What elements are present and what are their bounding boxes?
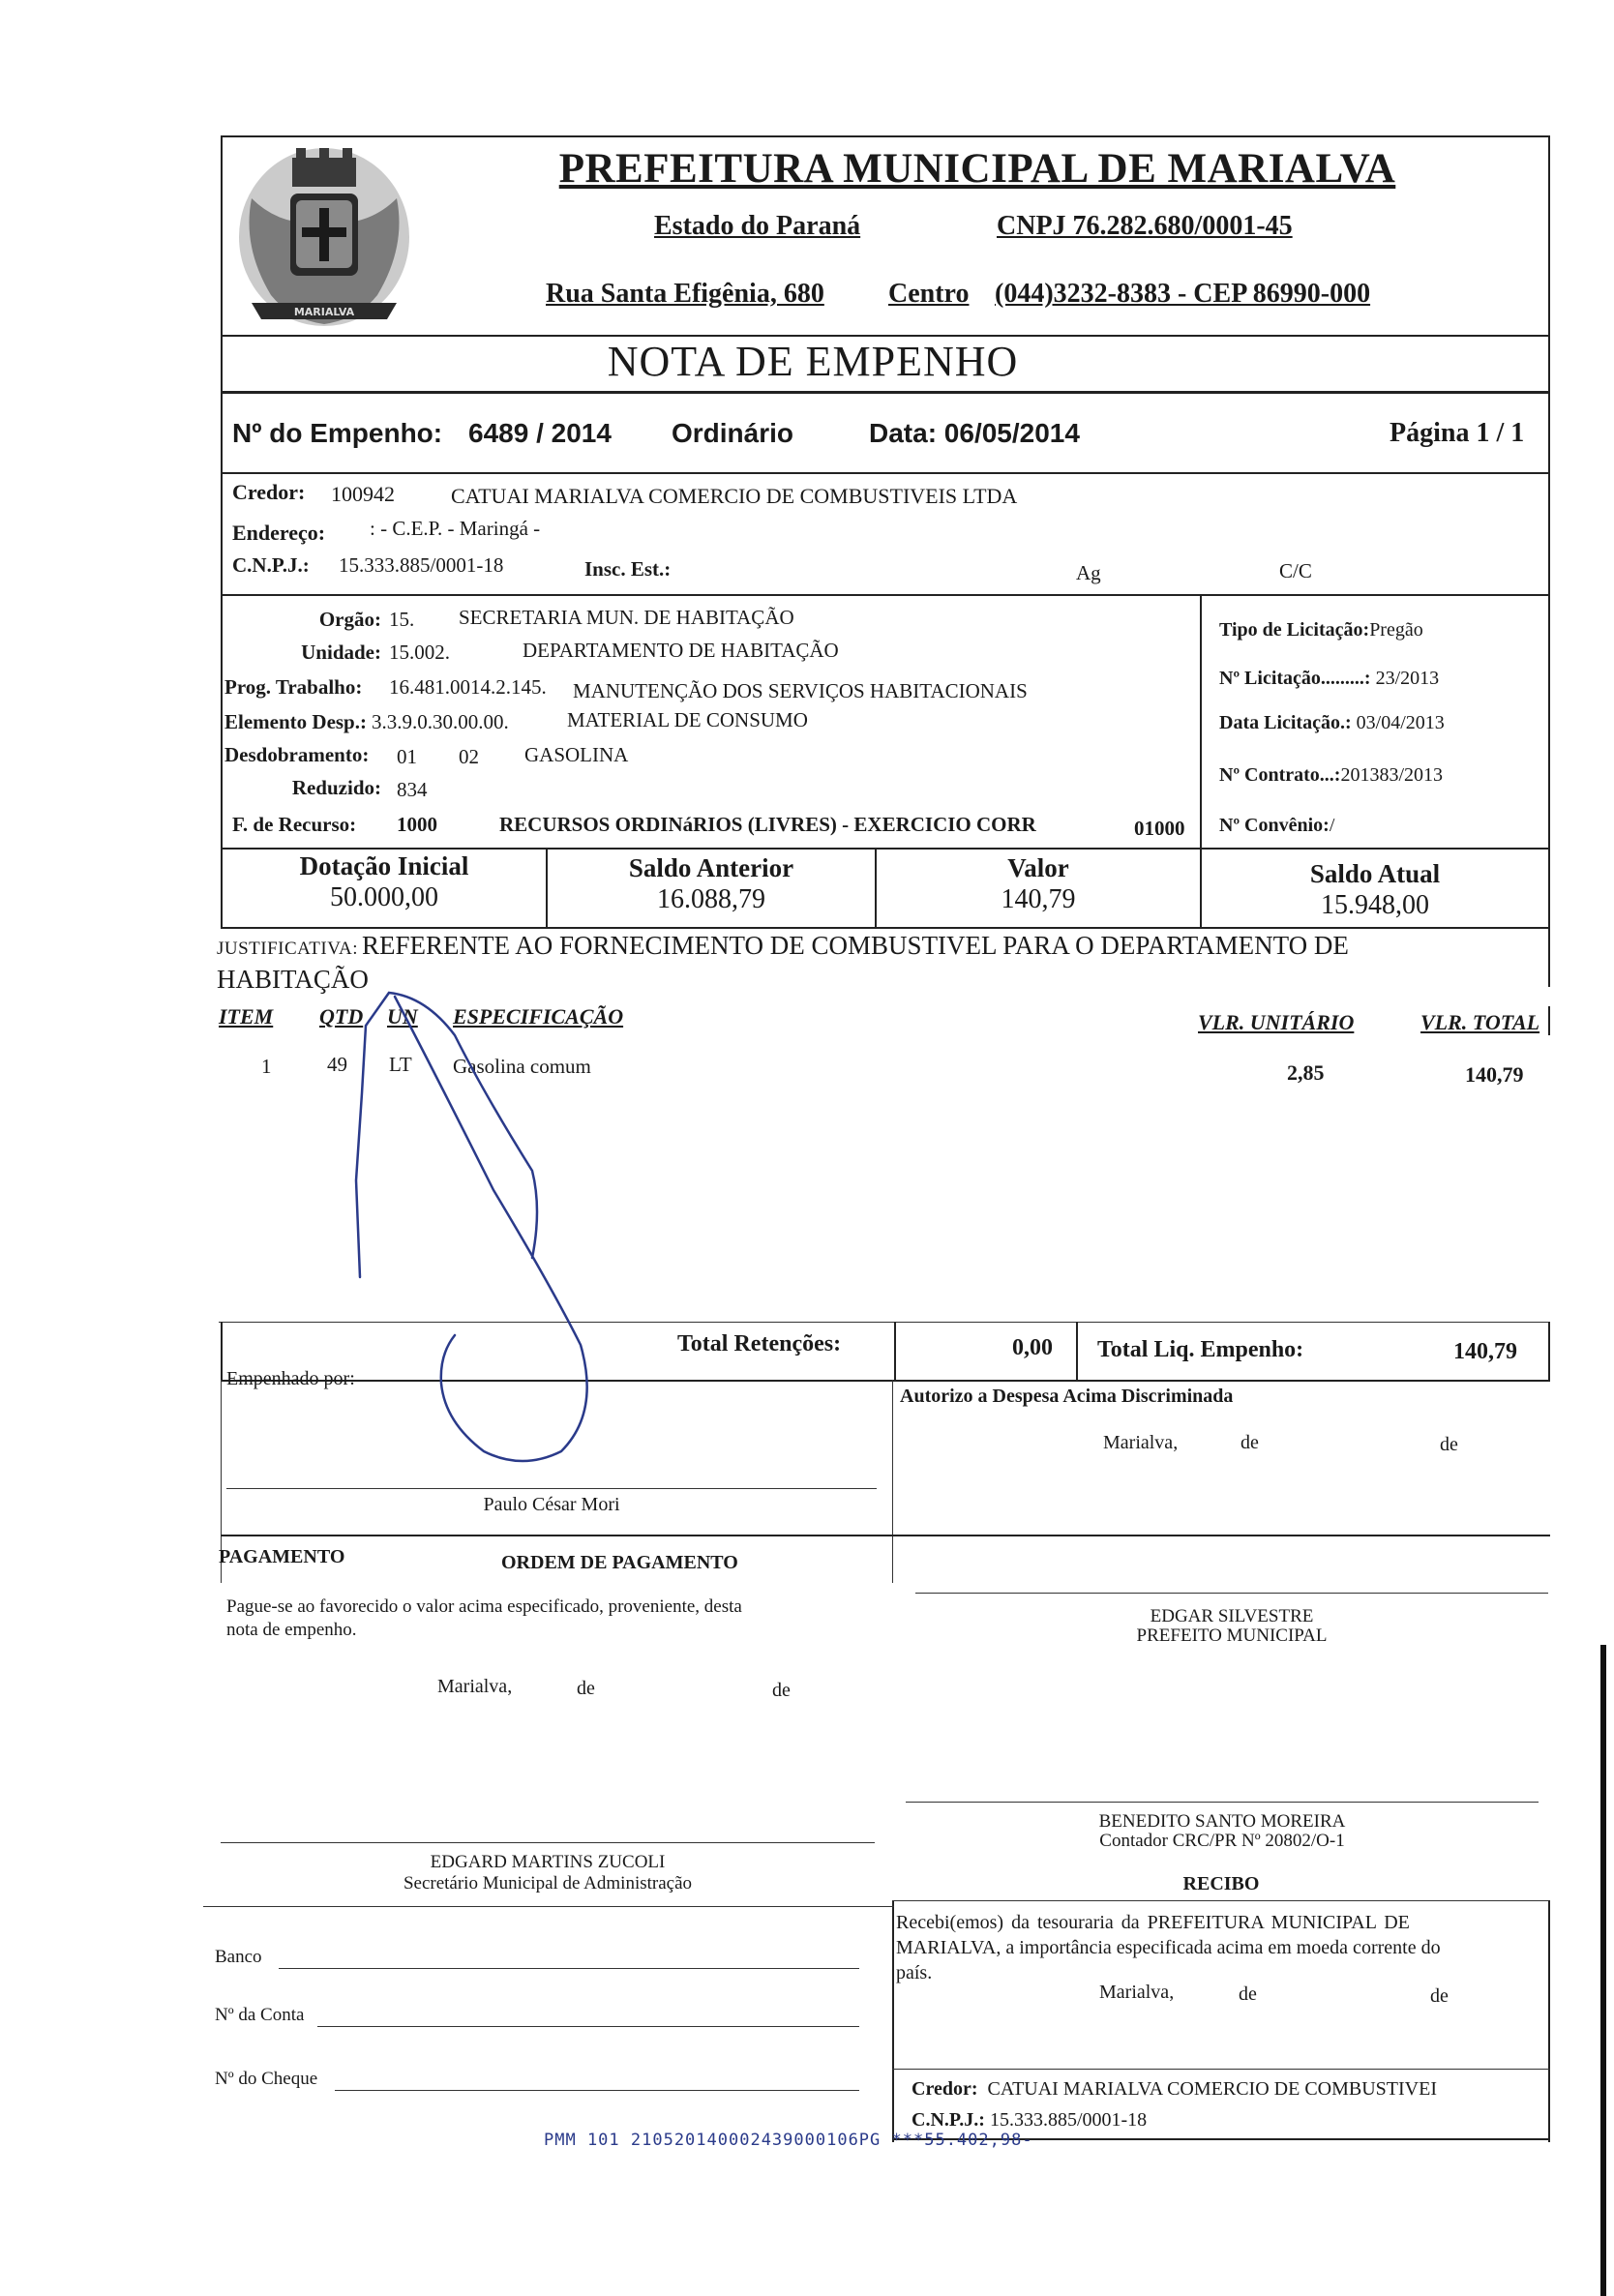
unidade-label: Unidade: xyxy=(301,641,381,664)
address-value: : - C.E.P. - Maringá - xyxy=(370,517,541,540)
empenho-type: Ordinário xyxy=(672,418,794,448)
orgao-label: Orgão: xyxy=(318,608,381,631)
recibo-credor xyxy=(912,2078,1437,2101)
cheque-label: Nº do Cheque xyxy=(215,2069,318,2089)
elemento-label: Elemento Desp.: xyxy=(224,710,367,733)
account-label: C/C xyxy=(1279,559,1312,582)
pagamento-de-2: de xyxy=(772,1680,791,1701)
credor-cnpj-value: 15.333.885/0001-18 xyxy=(339,553,504,577)
column-divider xyxy=(892,1380,893,1583)
pagamento-label: PAGAMENTO xyxy=(219,1546,345,1567)
saldos-sep xyxy=(546,848,548,929)
totals-left xyxy=(221,1322,223,1382)
saldo-atual-value: 15.948,00 xyxy=(1321,890,1429,920)
empenhado-por-label: Empenhado por: xyxy=(226,1368,355,1389)
ordem-pagamento-label: ORDEM DE PAGAMENTO xyxy=(501,1552,738,1573)
empenho-number: 6489 / 2014 xyxy=(468,418,612,448)
licitacao-divider xyxy=(1200,594,1202,848)
accountant-name: BENEDITO SANTO MOREIRA xyxy=(1098,1811,1346,1832)
valor-label: Valor xyxy=(1007,853,1069,882)
frame-right-tick xyxy=(1548,1006,1550,1035)
data-licitacao xyxy=(1219,712,1445,734)
page-number: Página 1 / 1 xyxy=(1390,418,1525,448)
prog-trabalho-name: MANUTENÇÃO DOS SERVIÇOS HABITACIONAIS xyxy=(573,679,1028,702)
data-licitacao-label: Data Licitação.: xyxy=(1219,712,1352,733)
banco-label: Banco xyxy=(215,1947,262,1967)
item-row-number: 1 xyxy=(261,1055,272,1078)
state-name: Estado do Paraná xyxy=(654,211,861,241)
cheque-field xyxy=(335,2090,859,2091)
scan-edge xyxy=(1600,1645,1606,2296)
divider xyxy=(221,594,1550,596)
divider xyxy=(221,472,1550,474)
elemento-code: 3.3.9.0.30.00.00. xyxy=(372,710,509,733)
numero-convenio-label: Nº Convênio: xyxy=(1219,815,1330,836)
secretary-title: Secretário Municipal de Administração xyxy=(403,1873,693,1893)
totals-right xyxy=(1548,1322,1550,1382)
divider xyxy=(221,1535,1550,1536)
item-row-qtd: 49 xyxy=(327,1053,347,1076)
frame-top xyxy=(221,135,1550,137)
header-cnpj: CNPJ 76.282.680/0001-45 xyxy=(997,211,1293,241)
signature-line xyxy=(226,1488,877,1489)
desdobramento-label: Desdobramento: xyxy=(224,743,370,766)
banco-field xyxy=(279,1968,859,1969)
divider xyxy=(221,927,1550,929)
totals-sep xyxy=(894,1322,896,1382)
pagamento-de-1: de xyxy=(577,1678,595,1699)
reduzido-label: Reduzido: xyxy=(291,776,381,799)
col-vlr-unitario: VLR. UNITÁRIO xyxy=(1198,1010,1355,1034)
accountant-title: Contador CRC/PR Nº 20802/O-1 xyxy=(1099,1831,1345,1851)
empenho-number-label: Nº do Empenho: xyxy=(232,418,443,448)
svg-text:MARIALVA: MARIALVA xyxy=(293,306,355,318)
secretary-name: EDGARD MARTINS ZUCOLI xyxy=(430,1852,666,1872)
desdobramento-code-1: 01 xyxy=(397,745,417,768)
tipo-licitacao-label: Tipo de Licitação: xyxy=(1219,619,1370,641)
elemento-name: MATERIAL DE CONSUMO xyxy=(567,708,808,731)
credor-code: 100942 xyxy=(331,482,395,506)
tipo-licitacao xyxy=(1219,619,1423,641)
signature-line xyxy=(221,1842,875,1843)
justificativa-text-2: HABITAÇÃO xyxy=(217,965,369,994)
recibo-city: Marialva, xyxy=(1099,1982,1175,2003)
fonte-recurso-label: F. de Recurso: xyxy=(232,813,357,836)
frame-right-upper xyxy=(1548,135,1550,987)
saldos-sep xyxy=(1200,848,1202,929)
numero-convenio xyxy=(1219,815,1334,837)
autorizo-de-1: de xyxy=(1240,1432,1259,1453)
numero-contrato xyxy=(1219,764,1443,787)
document-title: NOTA DE EMPENHO xyxy=(607,338,1019,385)
frame-right xyxy=(1548,1900,1550,2142)
mayor-name: EDGAR SILVESTRE xyxy=(1150,1606,1314,1626)
total-liquido-label: Total Liq. Empenho: xyxy=(1097,1337,1304,1362)
pagamento-text-2: nota de empenho. xyxy=(226,1620,357,1640)
recibo-label: RECIBO xyxy=(1182,1873,1260,1894)
district: Centro xyxy=(888,279,970,309)
credor-name: CATUAI MARIALVA COMERCIO DE COMBUSTIVEIS LTDA xyxy=(451,484,1018,508)
saldos-sep xyxy=(875,848,877,929)
dotacao-inicial-label: Dotação Inicial xyxy=(299,851,469,880)
item-row-total: 140,79 xyxy=(1465,1062,1524,1087)
autorizo-city: Marialva, xyxy=(1103,1432,1179,1453)
justificativa-label: JUSTIFICATIVA: xyxy=(217,939,359,959)
recibo-credor-value: CATUAI MARIALVA COMERCIO DE COMBUSTIVEI xyxy=(987,2078,1437,2100)
recibo-text-2: MARIALVA, a importância especificada acima em moeda corrente do xyxy=(896,1937,1441,1958)
item-row-spec: Gasolina comum xyxy=(453,1055,591,1078)
orgao-name: SECRETARIA MUN. DE HABITAÇÃO xyxy=(459,606,794,629)
divider xyxy=(203,1906,894,1907)
divider xyxy=(221,391,1550,394)
prog-trabalho-code: 16.481.0014.2.145. xyxy=(389,675,547,699)
fonte-recurso-code: 1000 xyxy=(397,813,437,836)
recibo-cnpj-label: C.N.P.J.: xyxy=(912,2109,985,2131)
numero-licitacao-label: Nº Licitação.........: xyxy=(1219,668,1371,689)
valor-value: 140,79 xyxy=(1001,884,1076,914)
dotacao-inicial-value: 50.000,00 xyxy=(330,882,438,912)
phone-cep: (044)3232-8383 - CEP 86990-000 xyxy=(995,279,1371,309)
recibo-de-1: de xyxy=(1239,1983,1257,2005)
total-retencoes-value: 0,00 xyxy=(1012,1335,1053,1360)
insc-est-label: Insc. Est.: xyxy=(584,557,672,581)
recibo-cnpj-value: 15.333.885/0001-18 xyxy=(989,2109,1148,2131)
unidade-code: 15.002. xyxy=(389,641,450,664)
fonte-recurso-suffix: 01000 xyxy=(1134,817,1185,840)
autorizo-text: Autorizo a Despesa Acima Discriminada xyxy=(900,1386,1234,1407)
coat-of-arms-logo xyxy=(232,140,416,334)
column-divider xyxy=(892,1900,894,2142)
autorizo-de-2: de xyxy=(1440,1434,1458,1455)
total-liquido-value: 140,79 xyxy=(1453,1339,1517,1364)
fonte-recurso-name: RECURSOS ORDINáRIOS (LIVRES) - EXERCICIO CORR xyxy=(499,813,1036,836)
col-qtd: QTD xyxy=(319,1004,364,1029)
col-vlr-total: VLR. TOTAL xyxy=(1420,1010,1540,1034)
numero-licitacao-value: 23/2013 xyxy=(1375,668,1440,689)
recibo-credor-label: Credor: xyxy=(912,2078,978,2100)
address-label: Endereço: xyxy=(232,521,326,545)
justificativa-text-1: REFERENTE AO FORNECIMENTO DE COMBUSTIVEL PARA O DEPARTAMENTO DE xyxy=(362,931,1349,960)
recibo-cnpj xyxy=(912,2109,1147,2132)
col-especificacao: ESPECIFICAÇÃO xyxy=(453,1004,624,1029)
numero-convenio-value: / xyxy=(1329,815,1335,836)
divider xyxy=(221,848,1550,850)
bank-authentication-stamp: PMM 101 210520140002439000106PG ***55.402,98- xyxy=(544,2131,1033,2150)
org-name: PREFEITURA MUNICIPAL DE MARIALVA xyxy=(558,146,1396,192)
saldo-atual-label: Saldo Atual xyxy=(1309,859,1441,888)
handwritten-mark xyxy=(348,968,619,1471)
numero-licitacao xyxy=(1219,668,1439,690)
prog-trabalho-label: Prog. Trabalho: xyxy=(224,675,363,699)
unidade-name: DEPARTAMENTO DE HABITAÇÃO xyxy=(523,639,839,662)
recibo-text-1: Recebi(emos) da tesouraria da PREFEITURA MUNICIPAL DE xyxy=(896,1912,1410,1933)
col-item: ITEM xyxy=(219,1004,274,1029)
item-row-un: LT xyxy=(389,1053,412,1076)
conta-label: Nº da Conta xyxy=(215,2005,305,2025)
col-un: UN xyxy=(387,1004,418,1029)
total-retencoes-label: Total Retenções: xyxy=(677,1331,842,1357)
divider xyxy=(892,2069,1550,2070)
empenhado-por-name: Paulo César Mori xyxy=(483,1494,620,1515)
mayor-title: PREFEITO MUNICIPAL xyxy=(1136,1625,1328,1646)
tipo-licitacao-value: Pregão xyxy=(1369,619,1423,641)
empenho-date: Data: 06/05/2014 xyxy=(869,418,1080,448)
agency-label: Ag xyxy=(1076,561,1101,584)
signature-line xyxy=(906,1802,1539,1803)
street-address: Rua Santa Efigênia, 680 xyxy=(546,279,824,309)
signature-line xyxy=(915,1593,1548,1594)
data-licitacao-value: 03/04/2013 xyxy=(1356,712,1445,733)
desdobramento-name: GASOLINA xyxy=(524,743,629,766)
numero-contrato-value: 201383/2013 xyxy=(1340,764,1444,786)
conta-field xyxy=(317,2026,859,2027)
item-row-unit-price: 2,85 xyxy=(1287,1060,1325,1085)
reduzido-value: 834 xyxy=(397,778,428,801)
recibo-text-3: país. xyxy=(896,1962,933,1983)
pagamento-city: Marialva, xyxy=(437,1676,513,1697)
numero-contrato-label: Nº Contrato...: xyxy=(1219,764,1341,786)
desdobramento-code-2: 02 xyxy=(459,745,479,768)
orgao-code: 15. xyxy=(389,608,415,631)
recibo-de-2: de xyxy=(1430,1985,1449,2007)
saldos-left xyxy=(221,848,223,929)
credor-cnpj-label: C.N.P.J.: xyxy=(232,553,310,577)
saldo-anterior-label: Saldo Anterior xyxy=(628,853,794,882)
credor-label: Credor: xyxy=(232,480,306,504)
totals-sep xyxy=(1076,1322,1078,1382)
frame-left-upper xyxy=(221,135,223,851)
divider xyxy=(892,1900,1550,1901)
saldo-anterior-value: 16.088,79 xyxy=(657,884,765,914)
pagamento-text-1: Pague-se ao favorecido o valor acima especificado, proveniente, desta xyxy=(226,1596,742,1617)
